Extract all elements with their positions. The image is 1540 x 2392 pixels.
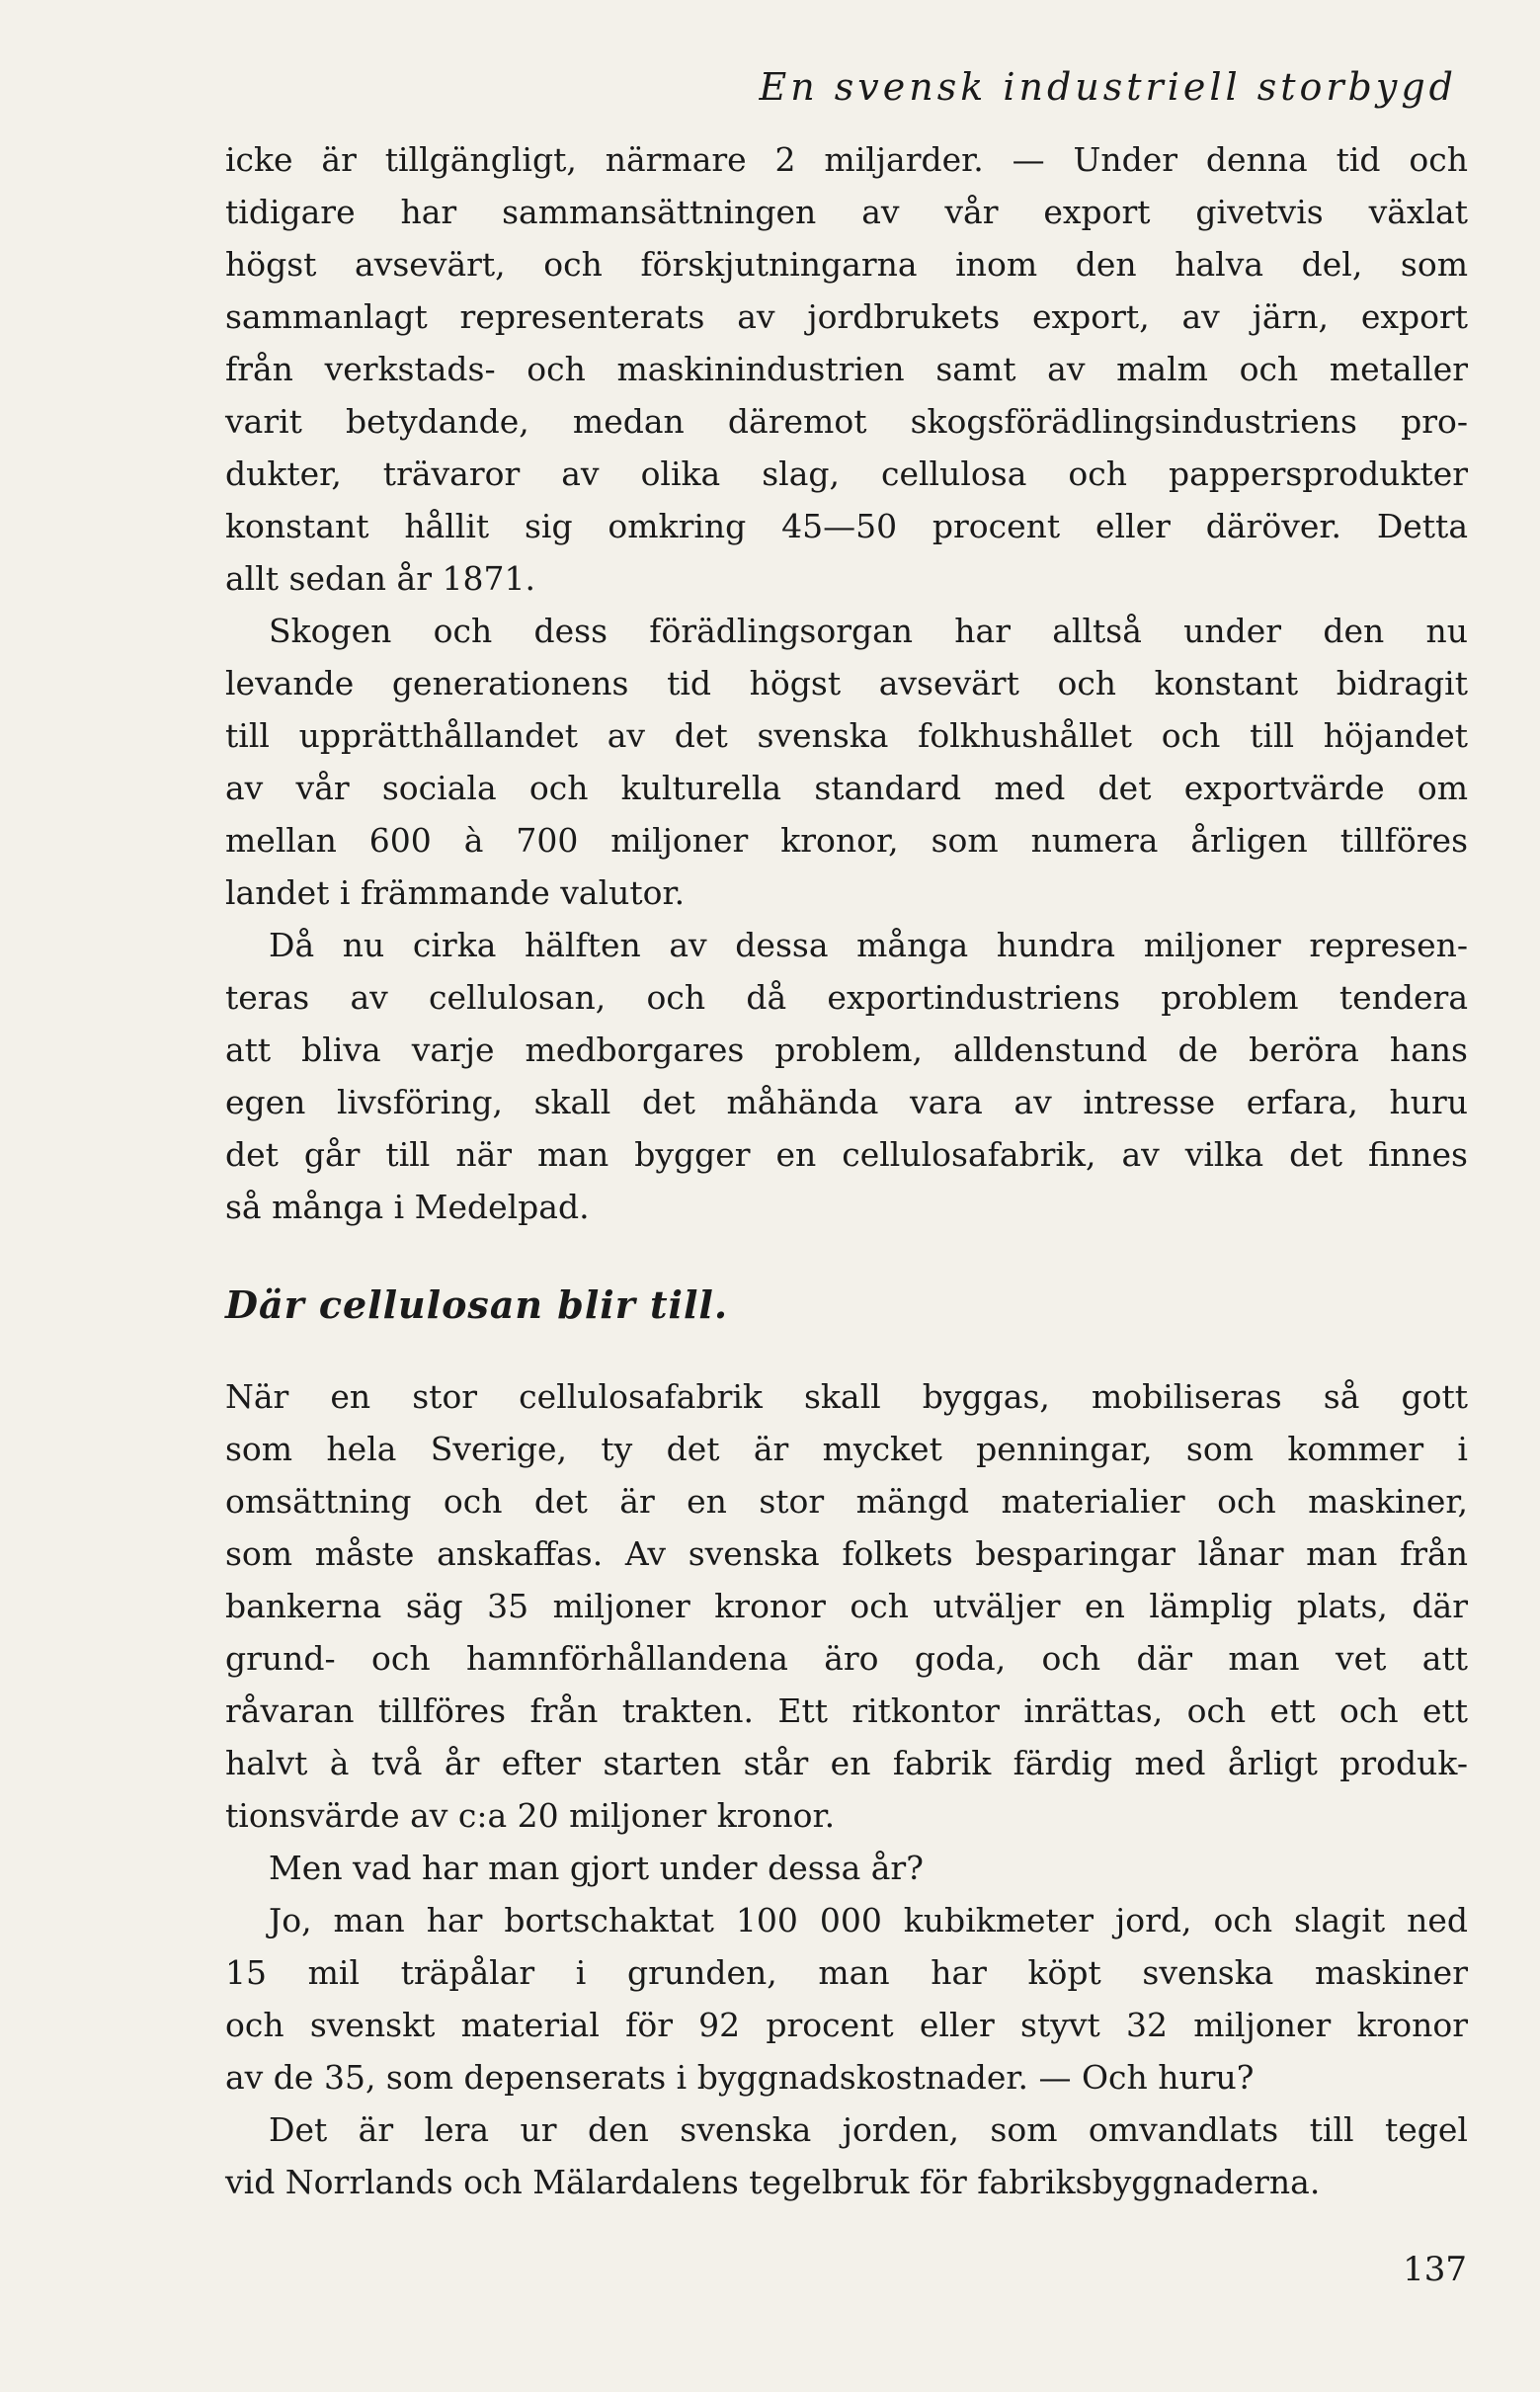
text-line: Det är lera ur den svenska jorden, som omvandlats till tegel: [269, 2110, 1468, 2149]
text-line: dukter, trävaror av olika slag, cellulosa och pappersprodukter: [225, 454, 1468, 493]
text-line: som hela Sverige, ty det är mycket penningar, som kommer i: [225, 1430, 1468, 1468]
text-line: tionsvärde av c:a 20 miljoner kronor.: [225, 1796, 836, 1835]
text-line: av de 35, som depenserats i byggnadskostnader. — Och huru?: [225, 2058, 1255, 2097]
text-line: icke är tillgängligt, närmare 2 miljarder. — Under denna tid och: [225, 140, 1468, 179]
text-line: sammanlagt representerats av jordbrukets export, av järn, export: [225, 297, 1468, 336]
text-line: råvaran tillföres från trakten. Ett ritkontor inrättas, och ett och ett: [225, 1691, 1468, 1730]
text-line: och svenskt material för 92 procent eller styvt 32 miljoner kronor: [225, 2006, 1468, 2044]
text-line: 15 mil träpålar i grunden, man har köpt svenska maskiner: [225, 1953, 1468, 1992]
text-line: allt sedan år 1871.: [225, 559, 535, 598]
text-line: så många i Medelpad.: [225, 1188, 590, 1226]
text-line: mellan 600 à 700 miljoner kronor, som numera årligen tillföres: [225, 821, 1468, 860]
text-line: bankerna säg 35 miljoner kronor och utväljer en lämplig plats, där: [225, 1587, 1468, 1625]
text-line: att bliva varje medborgares problem, alldenstund de beröra hans: [225, 1031, 1468, 1069]
text-line: halvt à två år efter starten står en fabrik färdig med årligt produk-: [225, 1744, 1468, 1782]
text-line: till upprätthållandet av det svenska folkhushållet och till höjandet: [225, 716, 1468, 755]
text-line: vid Norrlands och Mälardalens tegelbruk för fabriksbyggnaderna.: [225, 2163, 1321, 2201]
text-line: landet i främmande valutor.: [225, 873, 686, 912]
text-line: tidigare har sammansättningen av vår export givetvis växlat: [225, 193, 1468, 231]
text-line: När en stor cellulosafabrik skall byggas, mobiliseras så gott: [225, 1377, 1468, 1416]
section-heading: Där cellulosan blir till.: [225, 1282, 729, 1327]
text-line: Skogen och dess förädlingsorgan har alltså under den nu: [269, 612, 1468, 650]
text-line: Men vad har man gjort under dessa år?: [269, 1849, 924, 1887]
text-line: det går till när man bygger en cellulosafabrik, av vilka det finnes: [225, 1135, 1468, 1174]
text-line: omsättning och det är en stor mängd materialier och maskiner,: [225, 1482, 1468, 1521]
body-text-bottom: [225, 1370, 1468, 2208]
text-line: högst avsevärt, och förskjutningarna inom den halva del, som: [225, 245, 1468, 284]
text-line: Jo, man har bortschaktat 100 000 kubikmeter jord, och slagit ned: [269, 1901, 1468, 1939]
text-line: från verkstads- och maskinindustrien samt av malm och metaller: [225, 350, 1468, 388]
text-line: som måste anskaffas. Av svenska folkets besparingar lånar man från: [225, 1534, 1468, 1573]
page-number: 137: [1403, 2250, 1467, 2289]
text-line: teras av cellulosan, och då exportindustriens problem tendera: [225, 978, 1468, 1017]
text-line: Då nu cirka hälften av dessa många hundra miljoner represen-: [269, 926, 1468, 964]
running-head: En svensk industriell storbygd: [759, 65, 1457, 109]
text-line: konstant hållit sig omkring 45—50 procent eller däröver. Detta: [225, 507, 1468, 545]
body-text-top: [225, 133, 1468, 1233]
text-line: av vår sociala och kulturella standard med det exportvärde om: [225, 769, 1468, 807]
text-line: levande generationens tid högst avsevärt och konstant bidragit: [225, 664, 1468, 702]
text-line: egen livsföring, skall det måhända vara av intresse erfara, huru: [225, 1083, 1468, 1121]
text-line: varit betydande, medan däremot skogsförädlingsindustriens pro-: [225, 402, 1468, 441]
text-line: grund- och hamnförhållandena äro goda, och där man vet att: [225, 1639, 1468, 1678]
